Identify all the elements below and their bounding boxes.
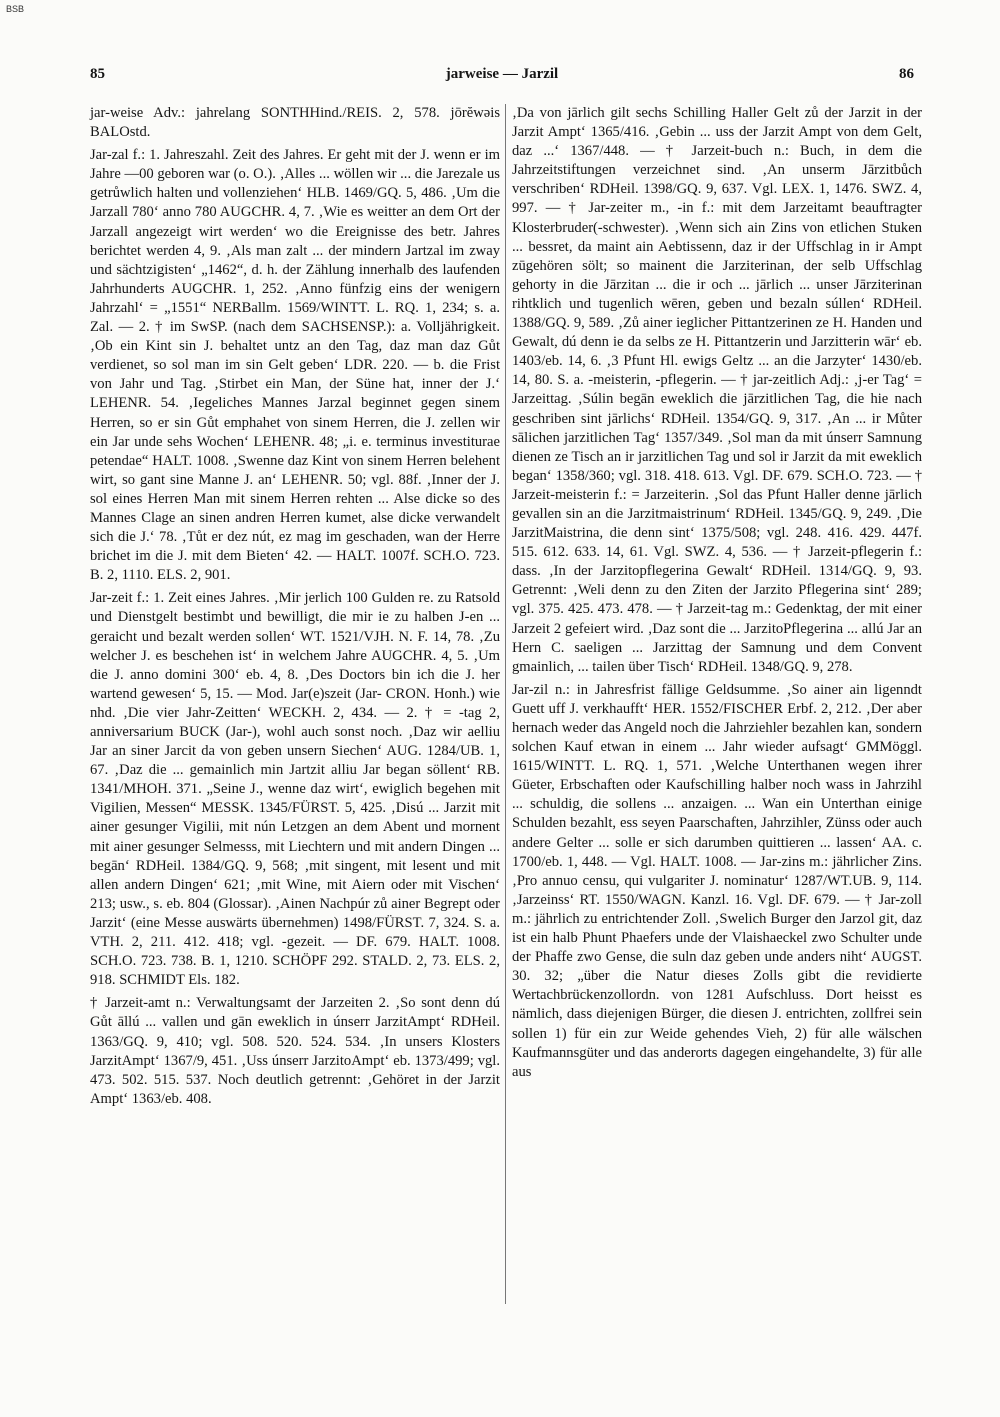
page-number-left: 85 bbox=[90, 66, 105, 82]
column-divider bbox=[505, 104, 506, 1304]
entry-jarzil: Jar-zil n.: in Jahresfrist fällige Geldsumme. ‚So ainer ain ligenndt Guett uff J. verkhaufft‘ HER. 1552/FISCHER Erbf. 2, 212. ‚Der aber hernach weder das Angeld noch die Jahrziehler bezahlen kan, sondern solchen Kauf etwan in einem ... Jahr wieder aufsagt‘ GMMöggl. 1615/WINTT. L. RQ. 1, 571. ‚Welche Unterthanen wegen ihrer Güeter, Erbschaften oder Kaufschilling halber noch wass in Jahrzihl ... schuldig, die sollens ... anzaigen. ... Wan ein Unterthan einige Schulden bezahlt, ess seyen Paarschaften, Jahrzihler, Zünss oder auch andere Gelter ... solle er sich darumben quittieren ... lassen‘ AA. c. 1700/eb. 1, 448. — Vgl. HALT. 1008. — Jar-zins m.: jährlicher Zins. ‚Pro annuo censu, qui vulgariter J. nominatur‘ 1287/WT.UB. 9, 114. ‚Jarzeinss‘ RT. 1550/WAGN. Kanzl. 16. Vgl. DF. 679. — † Jar-zoll m.: jährlich zu entrichtender Zoll. ‚Swelich Burger den Jarzol git, daz ist ein halb Phunt Phaefers unde der Vlaishaeckel zwo Schulter unde der Phaffe zwo Gense, die suln daz geben unde anders niht‘ AUGST. 30. 32; „über die Natur dieses Zolls gibt die revidierte Wertachbrückenzollordn. von 1281 Aufschluss. Dort heisst es nämlich, dass diejenigen Bürger, die diesen J. entrichten, zollfrei sein sollen 1) für ein zur Weide gehendes Vieh, 2) für alle wälschen Kaufmannsgüter und das anderorts dagegen eingehandelte, 3) für alle aus bbox=[512, 681, 922, 1080]
library-watermark: BSB bbox=[6, 4, 25, 14]
entry-jarzeit: Jar-zeit f.: 1. Zeit eines Jahres. ‚Mir jerlich 100 Gulden re. zu Ratsold und Dienstgelt bestimbt und bewilligt, die mir ie zu halben J-en ... geraicht und bezalt werden sollen‘ WT. 1521/VJH. N. F. 14, 78. ‚Zu welcher J. es beschehen ist‘ in welchem Jahre AUGCHR. 4, 5. ‚Um die J. anno domini 300‘ eb. 4, 8. ‚Des Doctors bin ich die J. her wartend gewesen‘ 5, 15. — Mod. Jar(e)szeit (Jar- CRON. Honh.) wie nhd. ‚Die vier Jahr-Zeitten‘ WECKH. 2, 434. — 2. † = -tag 2, anniversarium BUCK (Jar-), wohl auch sonst noch. ‚Daz wir aelliu Jar an siner Jarcit da von geben unsern Siechen‘ AUG. 1284/UB. 1, 67. ‚Daz die ... gemainlich min Jartzit alliu Jar began söllent‘ RB. 1341/MHOH. 371. „Seine J., wenne daz wirt‘, ewiglich begehen mit Vigilien, Messen“ MESSK. 1345/FÜRST. 5, 425. ‚Disú ... Jarzit mit ainer gesunger Vigilii, mit nún Letzgen an dem Abent und mornent mit ainer gesunger Selmesss, mit Liechtern und mit andern Dingen ... begān‘ RDHeil. 1384/GQ. 9, 568; ‚mit singent, mit lesent und mit allen andern Dingen‘ 621; ‚mit Wine, mit Aiern oder mit Vischen‘ 213; usw., s. eb. 804 (Glossar). ‚Ainen Nachpúr zů ainer Begrept oder Jarzit‘ (eine Messe auswärts übernehmen) 1498/FÜRST. 7, 324. S. a. VTH. 2, 211. 412. 418; vgl. -gezeit. — DF. 679. HALT. 1008. SCH.O. 723. 738. B. 1, 1210. SCHÖPF 292. STALD. 2, 73. ELS. 2, 918. SCHMIDT Els. 182. bbox=[90, 590, 500, 989]
entry-jarzeit-amt-continued: ‚Da von jārlich gilt sechs Schilling Haller Gelt zů der Jarzit in der Jarzit Ampt‘ 1365/416. ‚Gebin ... uss der Jarzit Ampt von dem Gelt, daz ...‘ 1367/448. — † Jarzeit-buch n.: Buch, in dem die Jahrzeitstiftungen verzeichnet sind. ‚An unserm Jārzitbůch verschriben‘ RDHeil. 1398/GQ. 9, 637. Vgl. LEX. 1, 1476. SWZ. 4, 997. — † Jar-zeiter m., -in f.: mit dem Jarzeitamt beauftragter Klosterbruder(-schwester). ‚Wenn sich ain Zins von etlichen Stuken ... bessret, da maint ain Aebtissenn, daz ir der Uffschlag in ir Ampt zūgehören sölt; so mainent die Jarziterinan, der selb Uffschlag gehorty in die Jārzitan ... die ir och ... jārlich ... unser Jārziterinan rihtklich und tugenlich wēren, geben und bezaln súllen‘ RDHeil. 1388/GQ. 9, 589. ‚Zů ainer ieglicher Pittantzerinen ze H. Handen und Gewalt, dú denn ie da selbs ze H. Pittantzerin und Jarzitterin wār‘ eb. 1403/eb. 14, 6. ‚3 Pfunt Hl. ewigs Geltz ... an die Jarzyter‘ 1430/eb. 14, 80. S. a. -meisterin, -pflegerin. — † jar-zeitlich Adj.: ‚j-er Tag‘ = Jarzeittag. ‚Súlin begān eweklich die jārzitlichen Tag, die hie nach geschriben sint jārlichs‘ RDHeil. 1354/GQ. 9, 317. ‚An ... ir Můter sālichen jarzitlichen Tag‘ 1357/349. ‚Sol man da mit únserr Samnung dienen ze Tisch an ir jarzitlichen Tag und sol ir Jarzit da mit eweklich began‘ 1358/360; vgl. 318. 418. 613. Vgl. DF. 679. SCH.O. 723. — † Jarzeit-meisterin f.: = Jarzeiterin. ‚Sol das Pfunt Haller denne jārlich gevallen sin an die Jarzitmaistrinum‘ RDHeil. 1345/GQ. 9, 249. ‚Die JarzitMaistrina, die denn sint‘ 1375/508; vgl. 248. 416. 429. 447f. 515. 612. 633. 14, 61. Vgl. SWZ. 4, 536. — † Jarzeit-pflegerin f.: dass. ‚In der Jarzitopflegerina Gewalt‘ RDHeil. 1314/GQ. 9, 93. Getrennt: ‚Weli denn zu den Ziten der Jarzito Pflegerina sint‘ 289; vgl. 375. 425. 473. 478. — † Jarzeit-tag m.: Gedenktag, der mit einer Jarzeit 2 gefeiert wird. ‚Daz sont die ... JarzitoPflegerina ... allú Jar an Hern C. saeligen ... Jarzittag der Samnung und dem Convent gmainlich, ... tailen über Tisch‘ RDHeil. 1348/GQ. 9, 278. bbox=[512, 105, 922, 675]
entry-jarweise: jar-weise Adv.: jahrelang SONTHHind./REIS. 2, 578. jōrĕwəis BALOstd. bbox=[90, 105, 500, 141]
entry-jarzeit-amt: † Jarzeit-amt n.: Verwaltungsamt der Jarzeiten 2. ‚So sont denn dú Gůt āllú ... vallen und gān eweklich in únserr JarzitAmpt‘ RDHeil. 1363/GQ. 9, 410; vgl. 508. 520. 524. 534. ‚In unsers Klosters JarzitAmpt‘ 1367/9, 451. ‚Uss únserr JarzitoAmpt‘ eb. 1373/499; vgl. 473. 502. 515. 537. Noch deutlich getrennt: ‚Gehöret in der Jarzit Ampt‘ 1363/eb. 408. bbox=[90, 995, 500, 1107]
left-column bbox=[90, 104, 500, 1113]
entry-jarzal: Jar-zal f.: 1. Jahreszahl. Zeit des Jahres. Er geht mit der J. wenn er im Jahre —00 geboren war (o. O.). ‚Alles ... wöllen wir ... die Jarezale us getrůwlich halten und vollenziehen‘ HLB. 1469/GQ. 5, 486. ‚Um die Jarzall 780‘ anno 780 AUGCHR. 4, 7. ‚Wie es weitter an dem Ort der Jarzall angezeigt wirt werden‘ wo die Ereignisse des betr. Jahres berichtet werden 4, 9. ‚Als man zalt ... der mindern Jartzal im zway und sächtzigisten‘ „1462“, d. h. der Zählung innerhalb des laufenden Jahrhunderts AUGCHR. 1, 252. ‚Anno fünfzig eins der wenigern Jahrzahl‘ = „1551“ NERBallm. 1569/WINTT. L. RQ. 1, 234; s. a. Zal. — 2. † im SwSP. (nach dem SACHSENSP.): a. Volljährigkeit. ‚Ob ein Kint sin J. behaltet untz an den Tag, daz man daz Gůt verdienet, so sol man im sin Gelt geben‘ LDR. 220. — b. die Frist von Jahr und Tag. ‚Stirbet ein Man, der Süne hat, inner der J.‘ LEHENR. 54. ‚Iegeliches Mannes Jarzal beginnet gegen sinem Herren, so er sin Gůt emphahet von sinem Herren, die J. zellen wir ein Jar unde sehs Wochen‘ LEHENR. 48; „i. e. terminus investiturae petendae“ HALT. 1008. ‚Swenne daz Kint von sinem Herren belehent wirt, so gant sine Manne J. an‘ LEHENR. 50; vgl. 88f. ‚Inner der J. sol eines Herren Man mit sinem Herren rehten ... Alse dicke so des Mannes Clage an sinen andren Herren kumet, alse dicke verwandelt sich die J.‘ 78. ‚Tůt er dez nút, ez mag im geschaden, wan der Herre brichet im die J. mit dem Bieten‘ 42. — HALT. 1007f. SCH.O. 723. B. 2, 1110. ELS. 2, 901. bbox=[90, 147, 500, 584]
page-number-right: 86 bbox=[899, 66, 914, 82]
page-header bbox=[90, 66, 914, 90]
running-title: jarweise — Jarzil bbox=[445, 66, 559, 82]
right-column bbox=[512, 104, 922, 1086]
